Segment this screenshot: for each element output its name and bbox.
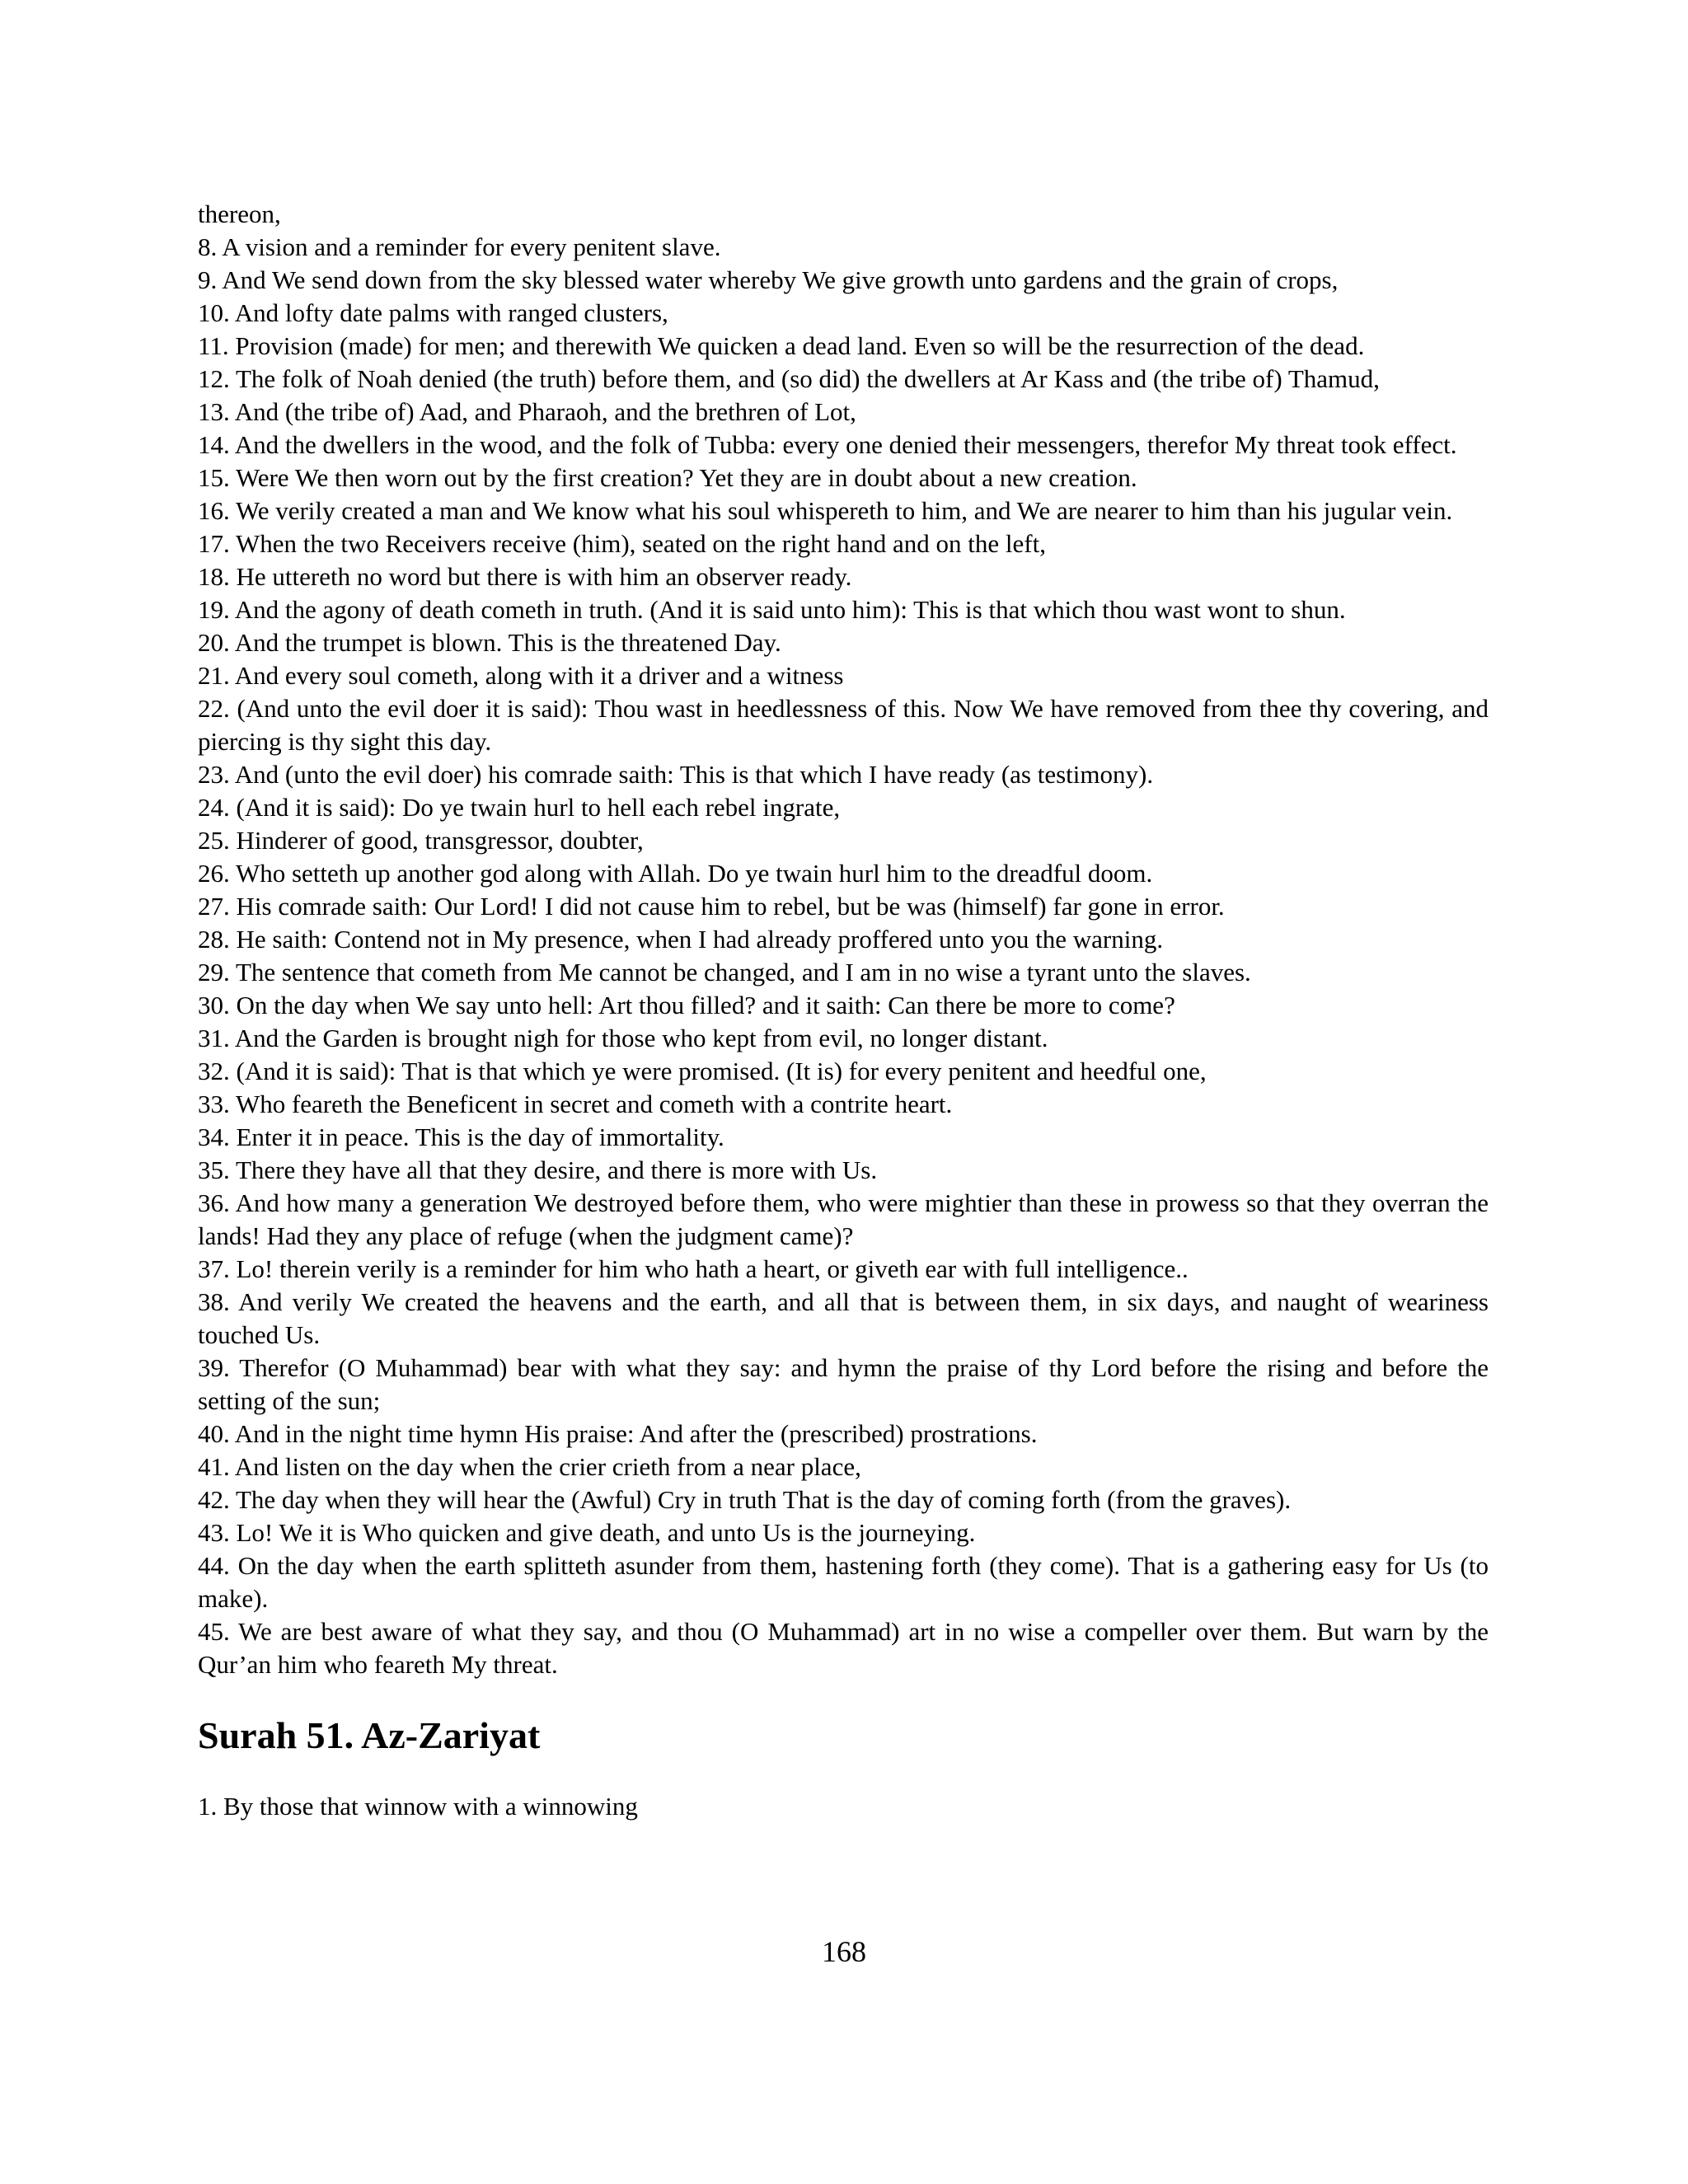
verse-line: 25. Hinderer of good, transgressor, doubter, [198, 826, 644, 855]
verse-line: 30. On the day when We say unto hell: Art thou filled? and it saith: Can there be more to come? [198, 991, 1175, 1019]
verse-line: 35. There they have all that they desire, and there is more with Us. [198, 1155, 878, 1184]
page-content [198, 198, 1489, 1823]
verse-line: 32. (And it is said): That is that which ye were promised. (It is) for every penitent and heedful one, [198, 1057, 1207, 1085]
verse-line: 17. When the two Receivers receive (him), seated on the right hand and on the left, [198, 529, 1046, 558]
verse-paragraph: 22. (And unto the evil doer it is said): Thou wast in heedlessness of this. Now We have removed from thee thy covering, and piercing is thy sight this day. [198, 694, 1489, 756]
verse-paragraph: 45. We are best aware of what they say, and thou (O Muhammad) art in no wise a compeller over them. But warn by the Qur’an him who feareth My threat. [198, 1617, 1489, 1679]
verse-line: 41. And listen on the day when the crier crieth from a near place, [198, 1452, 861, 1481]
verse-line: 20. And the trumpet is blown. This is the threatened Day. [198, 628, 781, 657]
verse-line: 18. He uttereth no word but there is with him an observer ready. [198, 562, 852, 591]
verse-line: 9. And We send down from the sky blessed water whereby We give growth unto gardens and the grain of crops, [198, 265, 1339, 294]
page-number: 168 [822, 1935, 866, 1968]
verse-line: 29. The sentence that cometh from Me cannot be changed, and I am in no wise a tyrant unto the slaves. [198, 958, 1251, 987]
verse-line: 28. He saith: Contend not in My presence, when I had already proffered unto you the warning. [198, 925, 1164, 954]
verse-line: 13. And (the tribe of) Aad, and Pharaoh, and the brethren of Lot, [198, 397, 856, 426]
verse-line: 21. And every soul cometh, along with it a driver and a witness [198, 661, 844, 690]
verse-line: 31. And the Garden is brought nigh for those who kept from evil, no longer distant. [198, 1024, 1048, 1052]
verse-line: 23. And (unto the evil doer) his comrade saith: This is that which I have ready (as testimony). [198, 760, 1154, 789]
verse-line: 8. A vision and a reminder for every penitent slave. [198, 232, 721, 261]
verse-line: 1. By those that winnow with a winnowing [198, 1792, 638, 1821]
verse-line: 42. The day when they will hear the (Awful) Cry in truth That is the day of coming forth (from the graves). [198, 1485, 1292, 1514]
verse-line: 11. Provision (made) for men; and therewith We quicken a dead land. Even so will be the resurrection of the dead. [198, 331, 1365, 360]
verse-line: 37. Lo! therein verily is a reminder for him who hath a heart, or giveth ear with full intelligence.. [198, 1254, 1189, 1283]
verse-paragraph: 36. And how many a generation We destroyed before them, who were mightier than these in prowess so that they overran the lands! Had they any place of refuge (when the judgment came)? [198, 1188, 1489, 1250]
verse-paragraph: 39. Therefor (O Muhammad) bear with what they say: and hymn the praise of thy Lord before the rising and before the setting of the sun; [198, 1353, 1489, 1415]
verse-line: 10. And lofty date palms with ranged clusters, [198, 298, 668, 327]
verse-line: 40. And in the night time hymn His praise: And after the (prescribed) prostrations. [198, 1419, 1038, 1448]
verse-line: 15. Were We then worn out by the first creation? Yet they are in doubt about a new creation. [198, 463, 1137, 492]
verse-paragraph: 38. And verily We created the heavens and the earth, and all that is between them, in six days, and naught of weariness touched Us. [198, 1287, 1489, 1349]
verse-line: 19. And the agony of death cometh in truth. (And it is said unto him): This is that which thou wast wont to shun. [198, 595, 1346, 624]
verse-line: 27. His comrade saith: Our Lord! I did not cause him to rebel, but be was (himself) far gone in error. [198, 892, 1225, 921]
verse-paragraph: 16. We verily created a man and We know what his soul whispereth to him, and We are nearer to him than his jugular vein. [198, 496, 1453, 525]
verse-line: 33. Who feareth the Beneficent in secret and cometh with a contrite heart. [198, 1090, 953, 1118]
verse-line: 24. (And it is said): Do ye twain hurl to hell each rebel ingrate, [198, 793, 841, 822]
surah-heading: Surah 51. Az-Zariyat [198, 1714, 541, 1756]
verse-line: 34. Enter it in peace. This is the day of immortality. [198, 1122, 724, 1151]
verse-line: 12. The folk of Noah denied (the truth) before them, and (so did) the dwellers at Ar Kass and (the tribe of) Thamud, [198, 364, 1380, 393]
verse-paragraph: 14. And the dwellers in the wood, and the folk of Tubba: every one denied their messengers, therefor My threat took effect. [198, 430, 1457, 459]
verse-line: 43. Lo! We it is Who quicken and give death, and unto Us is the journeying. [198, 1518, 976, 1547]
verse-line: 26. Who setteth up another god along with Allah. Do ye twain hurl him to the dreadful doom. [198, 859, 1153, 888]
verse-paragraph: 44. On the day when the earth splitteth asunder from them, hastening forth (they come). That is a gathering easy for Us (to make). [198, 1551, 1489, 1613]
verse-line: thereon, [198, 199, 281, 228]
